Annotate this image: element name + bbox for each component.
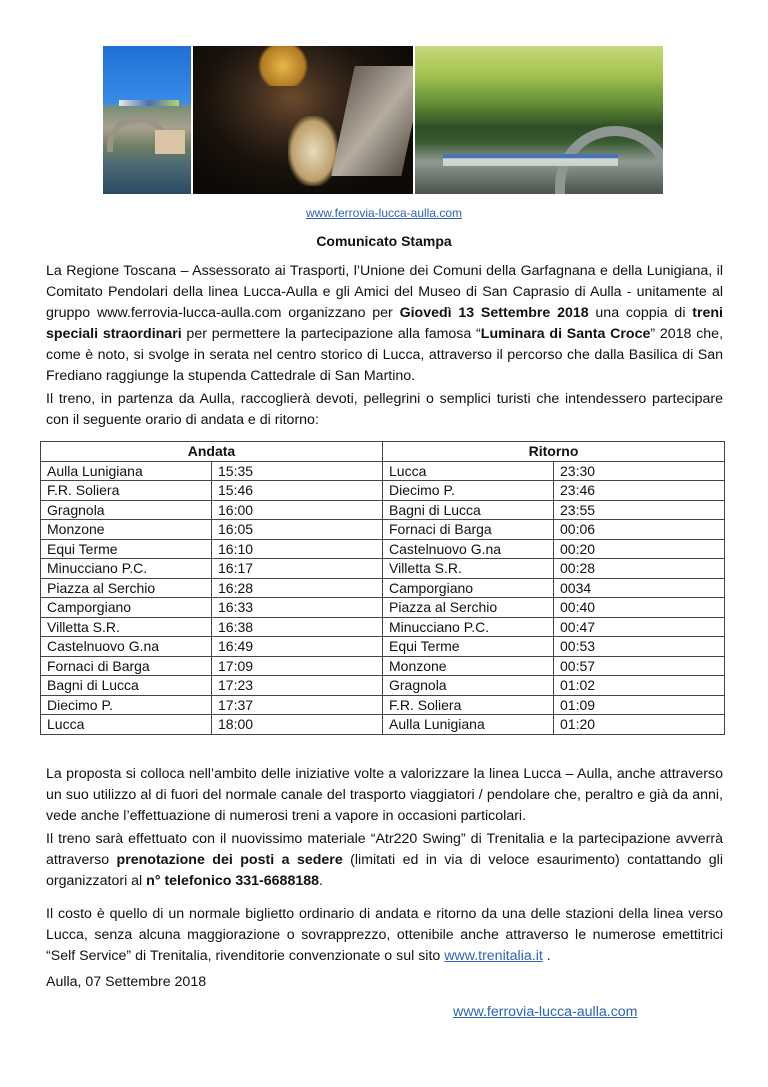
ritorno-station: Lucca	[383, 461, 554, 481]
timetable-row	[41, 617, 725, 637]
andata-time: 16:17	[212, 559, 383, 579]
ritorno-time: 00:28	[554, 559, 725, 579]
timetable-header-row	[41, 442, 725, 462]
intro-paragraph	[46, 261, 723, 387]
andata-time: 16:00	[212, 500, 383, 520]
andata-station: F.R. Soliera	[41, 481, 212, 501]
andata-time: 15:35	[212, 461, 383, 481]
ritorno-station: Aulla Lunigiana	[383, 715, 554, 735]
ritorno-station: F.R. Soliera	[383, 695, 554, 715]
footer-link-container	[453, 1004, 638, 1020]
ritorno-station: Minucciano P.C.	[383, 617, 554, 637]
ritorno-station: Diecimo P.	[383, 481, 554, 501]
andata-station: Bagni di Lucca	[41, 676, 212, 696]
ritorno-station: Piazza al Serchio	[383, 598, 554, 618]
andata-station: Fornaci di Barga	[41, 656, 212, 676]
ritorno-time: 01:20	[554, 715, 725, 735]
andata-station: Lucca	[41, 715, 212, 735]
andata-header: Andata	[41, 442, 383, 462]
devil-bridge-train-photo	[415, 46, 663, 194]
intro-text-4: ” 2018 che, come è noto, si svolge in serata nel centro storico di Lucca, attraverso il percorso che dalla Basilica di San Frediano raggiunge la stupenda Cattedrale di San Martino.	[46, 326, 724, 384]
ritorno-time: 00:57	[554, 656, 725, 676]
timetable-row	[41, 559, 725, 579]
booking-reservation-bold: prenotazione dei posti a sedere	[116, 852, 343, 868]
ritorno-time: 23:46	[554, 481, 725, 501]
booking-text-2: (limitati ed in via di veloce esaurimento) contattando gli organizzatori al	[46, 852, 723, 889]
andata-station: Villetta S.R.	[41, 617, 212, 637]
andata-time: 16:49	[212, 637, 383, 657]
header-link-container	[0, 206, 768, 220]
cost-paragraph	[46, 904, 723, 967]
header-photo-strip	[103, 46, 665, 194]
andata-time: 16:05	[212, 520, 383, 540]
ritorno-time: 00:40	[554, 598, 725, 618]
website-link-bottom[interactable]: www.ferrovia-lucca-aulla.com	[453, 1004, 638, 1020]
ritorno-time: 01:02	[554, 676, 725, 696]
ritorno-station: Fornaci di Barga	[383, 520, 554, 540]
andata-time: 17:37	[212, 695, 383, 715]
train-intro-paragraph: Il treno, in partenza da Aulla, raccoglierà devoti, pellegrini o semplici turisti che intendessero partecipare con il seguente orario di andata e di ritorno:	[46, 391, 723, 428]
ritorno-time: 01:09	[554, 695, 725, 715]
cost-text-2: .	[542, 948, 551, 964]
ritorno-station: Equi Terme	[383, 637, 554, 657]
timetable-row	[41, 637, 725, 657]
ritorno-time: 00:20	[554, 539, 725, 559]
timetable-row	[41, 598, 725, 618]
ritorno-time: 23:55	[554, 500, 725, 520]
train-shape	[443, 154, 618, 166]
booking-text-1: Il treno sarà effettuato con il nuovissimo materiale “Atr220 Swing” di Trenitalia e la partecipazione avverrà attraverso	[46, 831, 723, 868]
ritorno-station: Monzone	[383, 656, 554, 676]
ritorno-station: Castelnuovo G.na	[383, 539, 554, 559]
ritorno-station: Bagni di Lucca	[383, 500, 554, 520]
timetable-row	[41, 695, 725, 715]
andata-station: Aulla Lunigiana	[41, 461, 212, 481]
ritorno-station: Camporgiano	[383, 578, 554, 598]
andata-station: Equi Terme	[41, 539, 212, 559]
intro-special-trains-bold: treni speciali straordinari	[46, 305, 723, 342]
intro-text-3: per permettere la partecipazione alla famosa “	[181, 326, 481, 342]
train-shape	[119, 100, 179, 106]
ritorno-station: Gragnola	[383, 676, 554, 696]
timetable-row	[41, 539, 725, 559]
crown-shape	[253, 46, 313, 86]
andata-station: Monzone	[41, 520, 212, 540]
andata-time: 17:23	[212, 676, 383, 696]
andata-time: 17:09	[212, 656, 383, 676]
timetable	[40, 441, 725, 735]
timetable-body	[41, 461, 725, 734]
booking-paragraph	[46, 829, 723, 892]
timetable-row	[41, 500, 725, 520]
proposal-paragraph: La proposta si colloca nell’ambito delle iniziative volte a valorizzare la linea Lucca – Aulla, anche attraverso un suo utilizzo al di fuori del normale canale del trasporto viaggiatori / pendolare che, peraltro e già da anni, vede anche l’effettuazione di numerosi treni a vapore in occasioni particolari.	[46, 766, 723, 824]
ritorno-time: 00:47	[554, 617, 725, 637]
andata-time: 16:38	[212, 617, 383, 637]
andata-time: 18:00	[212, 715, 383, 735]
andata-time: 15:46	[212, 481, 383, 501]
timetable-row	[41, 578, 725, 598]
timetable-row	[41, 676, 725, 696]
cloth-shape	[331, 66, 413, 176]
timetable-row	[41, 461, 725, 481]
andata-station: Gragnola	[41, 500, 212, 520]
website-link-top[interactable]: www.ferrovia-lucca-aulla.com	[305, 206, 463, 220]
intro-text-1: La Regione Toscana – Assessorato ai Trasporti, l’Unione dei Comuni della Garfagnana e della Lunigiana, il Comitato Pendolari della linea Lucca-Aulla e gli Amici del Museo di San Caprasio di Aulla - unitamente al gruppo www.ferrovia-lucca-aulla.com organizzano per	[46, 263, 723, 321]
cost-text-1: Il costo è quello di un normale biglietto ordinario di andata e ritorno da una delle stazioni della linea verso Lucca, senza alcuna maggiorazione o sovrapprezzo, ottenibile anche attraverso le numerose emettitrici “Self Service” di Trenitalia, rivenditorie convenzionate o sul sito	[46, 906, 723, 964]
andata-station: Camporgiano	[41, 598, 212, 618]
trenitalia-link[interactable]: www.trenitalia.it	[444, 948, 543, 964]
ritorno-time: 23:30	[554, 461, 725, 481]
intro-luminara-bold: Luminara di Santa Croce	[480, 326, 651, 342]
andata-station: Castelnuovo G.na	[41, 637, 212, 657]
ritorno-time: 00:53	[554, 637, 725, 657]
intro-text-2: una coppia di	[588, 305, 693, 321]
booking-phone-bold: n° telefonico 331-6688188	[146, 873, 320, 889]
ritorno-time: 00:06	[554, 520, 725, 540]
andata-station: Minucciano P.C.	[41, 559, 212, 579]
intro-date-bold: Giovedì 13 Settembre 2018	[399, 305, 589, 321]
andata-time: 16:10	[212, 539, 383, 559]
timetable-row	[41, 520, 725, 540]
document-title: Comunicato Stampa	[316, 233, 452, 249]
andata-station: Piazza al Serchio	[41, 578, 212, 598]
crucifix-photo	[193, 46, 413, 194]
andata-station: Diecimo P.	[41, 695, 212, 715]
building-shape	[155, 130, 185, 154]
ritorno-time: 0034	[554, 578, 725, 598]
andata-time: 16:28	[212, 578, 383, 598]
timetable-row	[41, 481, 725, 501]
booking-text-3: .	[319, 873, 323, 889]
date-line: Aulla, 07 Settembre 2018	[46, 974, 207, 990]
andata-time: 16:33	[212, 598, 383, 618]
timetable-row	[41, 715, 725, 735]
bridge-train-photo	[103, 46, 191, 194]
ritorno-station: Villetta S.R.	[383, 559, 554, 579]
timetable-row	[41, 656, 725, 676]
ritorno-header: Ritorno	[383, 442, 725, 462]
